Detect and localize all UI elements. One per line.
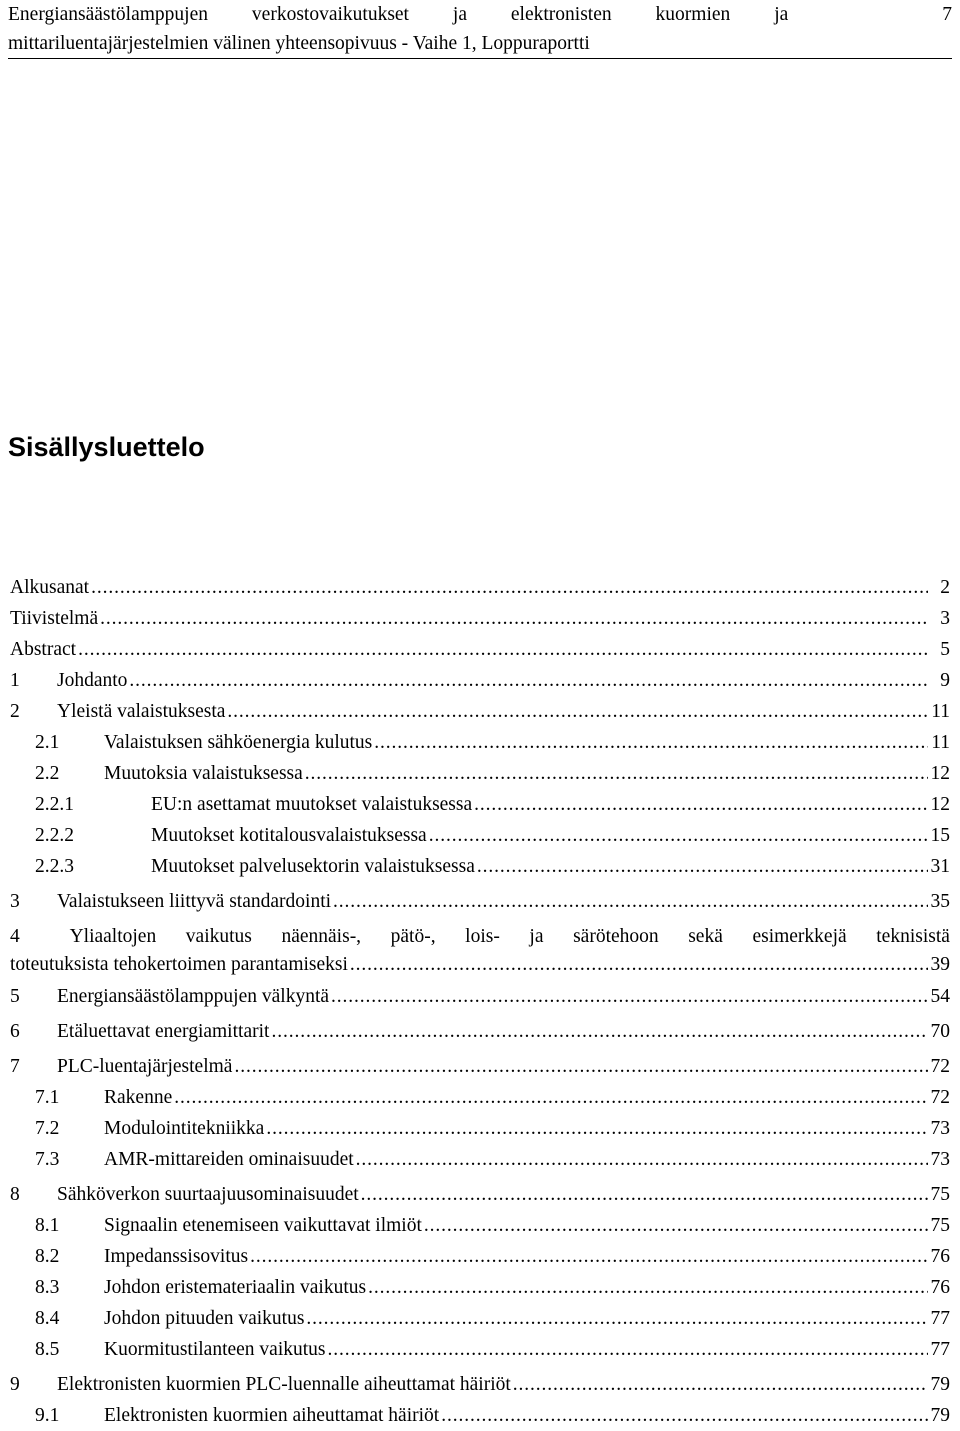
toc-leader-dots bbox=[331, 981, 928, 1012]
toc-entry[interactable] bbox=[10, 1051, 950, 1082]
toc-word: ja bbox=[529, 926, 544, 947]
toc-number: 7.2 bbox=[35, 1118, 60, 1139]
toc-entry[interactable] bbox=[10, 981, 950, 1012]
toc-page: 12 bbox=[930, 794, 950, 815]
toc-page: 39 bbox=[930, 954, 950, 975]
toc-label: Tiivistelmä bbox=[10, 608, 99, 629]
toc-number: 1 bbox=[10, 670, 20, 691]
toc-number: 9 bbox=[10, 1374, 20, 1395]
toc-label: Valaistukseen liittyvä standardointi bbox=[57, 891, 332, 912]
toc-entry[interactable] bbox=[10, 696, 950, 727]
toc-page: 12 bbox=[930, 763, 950, 784]
toc-leader-dots bbox=[266, 1113, 928, 1144]
header-line-2 bbox=[8, 29, 952, 58]
toc-entry[interactable] bbox=[10, 758, 950, 789]
toc-leader-dots bbox=[368, 1272, 928, 1303]
toc-number: 5 bbox=[10, 986, 20, 1007]
toc-label: toteutuksista tehokertoimen parantamiseksi bbox=[10, 954, 348, 975]
toc-entry[interactable] bbox=[10, 851, 950, 882]
toc-label: Modulointitekniikka bbox=[104, 1118, 265, 1139]
toc-page: 73 bbox=[930, 1118, 950, 1139]
toc-leader-dots bbox=[424, 1210, 928, 1241]
toc-number: 8.3 bbox=[35, 1277, 60, 1298]
toc-page: 76 bbox=[930, 1246, 950, 1267]
toc-entry[interactable] bbox=[10, 886, 950, 917]
toc-page: 77 bbox=[930, 1308, 950, 1329]
toc-label: Rakenne bbox=[104, 1087, 173, 1108]
toc-leader-dots bbox=[333, 886, 928, 917]
toc-entry[interactable] bbox=[10, 1082, 950, 1113]
toc-number: 7.1 bbox=[35, 1087, 60, 1108]
toc-label: Signaalin etenemiseen vaikuttavat ilmiöt bbox=[104, 1215, 422, 1236]
toc-number: 2.1 bbox=[35, 732, 60, 753]
toc-page: 70 bbox=[930, 1021, 950, 1042]
toc-entry[interactable] bbox=[10, 1334, 950, 1365]
header-word: Energiansäästölamppujen bbox=[8, 4, 208, 25]
header-word: verkostovaikutukset bbox=[251, 4, 409, 25]
toc-label: Muutokset palvelusektorin valaistuksessa bbox=[151, 856, 475, 877]
toc-word: pätö-, bbox=[390, 926, 436, 947]
toc-number: 9.1 bbox=[35, 1405, 60, 1426]
toc-number: 7 bbox=[10, 1056, 20, 1077]
toc-entry[interactable] bbox=[10, 1369, 950, 1400]
toc-page: 72 bbox=[930, 1087, 950, 1108]
toc-number: 7.3 bbox=[35, 1149, 60, 1170]
toc-number: 2.2 bbox=[35, 763, 60, 784]
toc-label: Etäluettavat energiamittarit bbox=[57, 1021, 270, 1042]
toc-label: Impedanssisovitus bbox=[104, 1246, 249, 1267]
toc-label: Johdon eristemateriaalin vaikutus bbox=[104, 1277, 367, 1298]
toc-number: 8.4 bbox=[35, 1308, 60, 1329]
toc-word: lois- bbox=[465, 926, 500, 947]
toc-word: näennäis-, bbox=[281, 926, 362, 947]
toc-leader-dots bbox=[350, 951, 928, 979]
toc-label-line-2 bbox=[10, 951, 950, 979]
toc-label: Johdanto bbox=[57, 670, 128, 691]
toc-leader-dots bbox=[361, 1179, 928, 1210]
header-subtitle: mittariluentajärjestelmien välinen yhteensopivuus - Vaihe 1, Loppuraportti bbox=[8, 33, 590, 54]
toc-entry[interactable] bbox=[10, 727, 950, 758]
toc-word: esimerkkejä bbox=[752, 926, 847, 947]
toc-leader-dots bbox=[474, 789, 928, 820]
toc-number: 2.2.2 bbox=[35, 825, 74, 846]
toc-entry[interactable] bbox=[10, 572, 950, 603]
toc-page: 3 bbox=[940, 608, 950, 629]
toc-entry[interactable] bbox=[10, 923, 950, 979]
toc-page: 72 bbox=[930, 1056, 950, 1077]
toc-number: 8.5 bbox=[35, 1339, 60, 1360]
toc-label: PLC-luentajärjestelmä bbox=[57, 1056, 233, 1077]
toc-leader-dots bbox=[78, 634, 928, 665]
table-of-contents bbox=[10, 572, 950, 1431]
toc-label: Muutokset kotitalousvalaistuksessa bbox=[151, 825, 427, 846]
toc-page: 9 bbox=[940, 670, 950, 691]
toc-leader-dots bbox=[356, 1144, 928, 1175]
toc-entry[interactable] bbox=[10, 665, 950, 696]
toc-number: 3 bbox=[10, 891, 20, 912]
toc-word: teknisistä bbox=[876, 926, 950, 947]
toc-leader-dots bbox=[234, 1051, 928, 1082]
toc-page: 31 bbox=[930, 856, 950, 877]
toc-entry[interactable] bbox=[10, 603, 950, 634]
toc-number: 2 bbox=[10, 701, 20, 722]
toc-page: 11 bbox=[931, 732, 950, 753]
page-title: Sisällysluettelo bbox=[8, 432, 205, 462]
toc-entry[interactable] bbox=[10, 1210, 950, 1241]
toc-leader-dots bbox=[306, 1303, 928, 1334]
header-word: elektronisten bbox=[510, 4, 612, 25]
toc-number: 2.2.1 bbox=[35, 794, 74, 815]
toc-leader-dots bbox=[129, 665, 928, 696]
running-header bbox=[8, 0, 952, 58]
toc-leader-dots bbox=[513, 1369, 928, 1400]
toc-entry[interactable] bbox=[10, 1272, 950, 1303]
toc-label: Elektronisten kuormien aiheuttamat häiriöt bbox=[104, 1405, 440, 1426]
toc-number: 8.2 bbox=[35, 1246, 60, 1267]
header-line-1 bbox=[8, 0, 952, 29]
toc-leader-dots bbox=[305, 758, 928, 789]
toc-label: AMR-mittareiden ominaisuudet bbox=[104, 1149, 354, 1170]
toc-label: Yleistä valaistuksesta bbox=[57, 701, 226, 722]
toc-entry[interactable] bbox=[10, 1400, 950, 1431]
toc-leader-dots bbox=[91, 572, 928, 603]
toc-label: Alkusanat bbox=[10, 577, 90, 598]
toc-entry[interactable] bbox=[10, 789, 950, 820]
toc-word: sekä bbox=[688, 926, 723, 947]
toc-word: vaikutus bbox=[185, 926, 252, 947]
toc-leader-dots bbox=[429, 820, 928, 851]
toc-leader-dots bbox=[227, 696, 928, 727]
toc-label: Sähköverkon suurtaajuusominaisuudet bbox=[57, 1184, 359, 1205]
header-word: ja bbox=[452, 4, 467, 25]
toc-leader-dots bbox=[100, 603, 928, 634]
toc-entry[interactable] bbox=[10, 1303, 950, 1334]
toc-label-line-1 bbox=[10, 923, 950, 951]
toc-page: 2 bbox=[940, 577, 950, 598]
toc-word: Yliaaltojen bbox=[69, 926, 157, 947]
page-number: 7 bbox=[942, 4, 952, 25]
toc-label: EU:n asettamat muutokset valaistuksessa bbox=[151, 794, 473, 815]
header-divider bbox=[8, 58, 952, 59]
toc-entry[interactable] bbox=[10, 1016, 950, 1047]
toc-number: 4 bbox=[10, 926, 20, 947]
toc-number: 8.1 bbox=[35, 1215, 60, 1236]
toc-entry[interactable] bbox=[10, 1241, 950, 1272]
toc-page: 35 bbox=[930, 891, 950, 912]
toc-entry[interactable] bbox=[10, 1179, 950, 1210]
toc-leader-dots bbox=[477, 851, 928, 882]
toc-page: 73 bbox=[930, 1149, 950, 1170]
header-word: ja bbox=[774, 4, 789, 25]
toc-entry[interactable] bbox=[10, 1144, 950, 1175]
toc-page: 11 bbox=[931, 701, 950, 722]
toc-entry[interactable] bbox=[10, 820, 950, 851]
toc-page: 5 bbox=[940, 639, 950, 660]
toc-leader-dots bbox=[328, 1334, 928, 1365]
toc-label: Abstract bbox=[10, 639, 77, 660]
toc-label: Elektronisten kuormien PLC-luennalle aiheuttamat häiriöt bbox=[57, 1374, 511, 1395]
toc-word: särötehoon bbox=[573, 926, 659, 947]
toc-label: Muutoksia valaistuksessa bbox=[104, 763, 303, 784]
toc-label: Valaistuksen sähköenergia kulutus bbox=[104, 732, 373, 753]
toc-label: Kuormitustilanteen vaikutus bbox=[104, 1339, 326, 1360]
toc-label: Johdon pituuden vaikutus bbox=[104, 1308, 305, 1329]
toc-leader-dots bbox=[374, 727, 928, 758]
toc-page: 15 bbox=[930, 825, 950, 846]
toc-page: 77 bbox=[930, 1339, 950, 1360]
toc-label: Energiansäästölamppujen välkyntä bbox=[57, 986, 330, 1007]
toc-leader-dots bbox=[250, 1241, 928, 1272]
toc-page: 79 bbox=[930, 1374, 950, 1395]
toc-page: 54 bbox=[930, 986, 950, 1007]
toc-page: 75 bbox=[930, 1184, 950, 1205]
header-word: kuormien bbox=[655, 4, 731, 25]
toc-number: 2.2.3 bbox=[35, 856, 74, 877]
toc-number: 6 bbox=[10, 1021, 20, 1042]
toc-page: 79 bbox=[930, 1405, 950, 1426]
toc-entry[interactable] bbox=[10, 634, 950, 665]
toc-number: 8 bbox=[10, 1184, 20, 1205]
toc-leader-dots bbox=[174, 1082, 928, 1113]
toc-page: 75 bbox=[930, 1215, 950, 1236]
toc-leader-dots bbox=[271, 1016, 928, 1047]
toc-entry[interactable] bbox=[10, 1113, 950, 1144]
toc-leader-dots bbox=[441, 1400, 928, 1431]
toc-page: 76 bbox=[930, 1277, 950, 1298]
